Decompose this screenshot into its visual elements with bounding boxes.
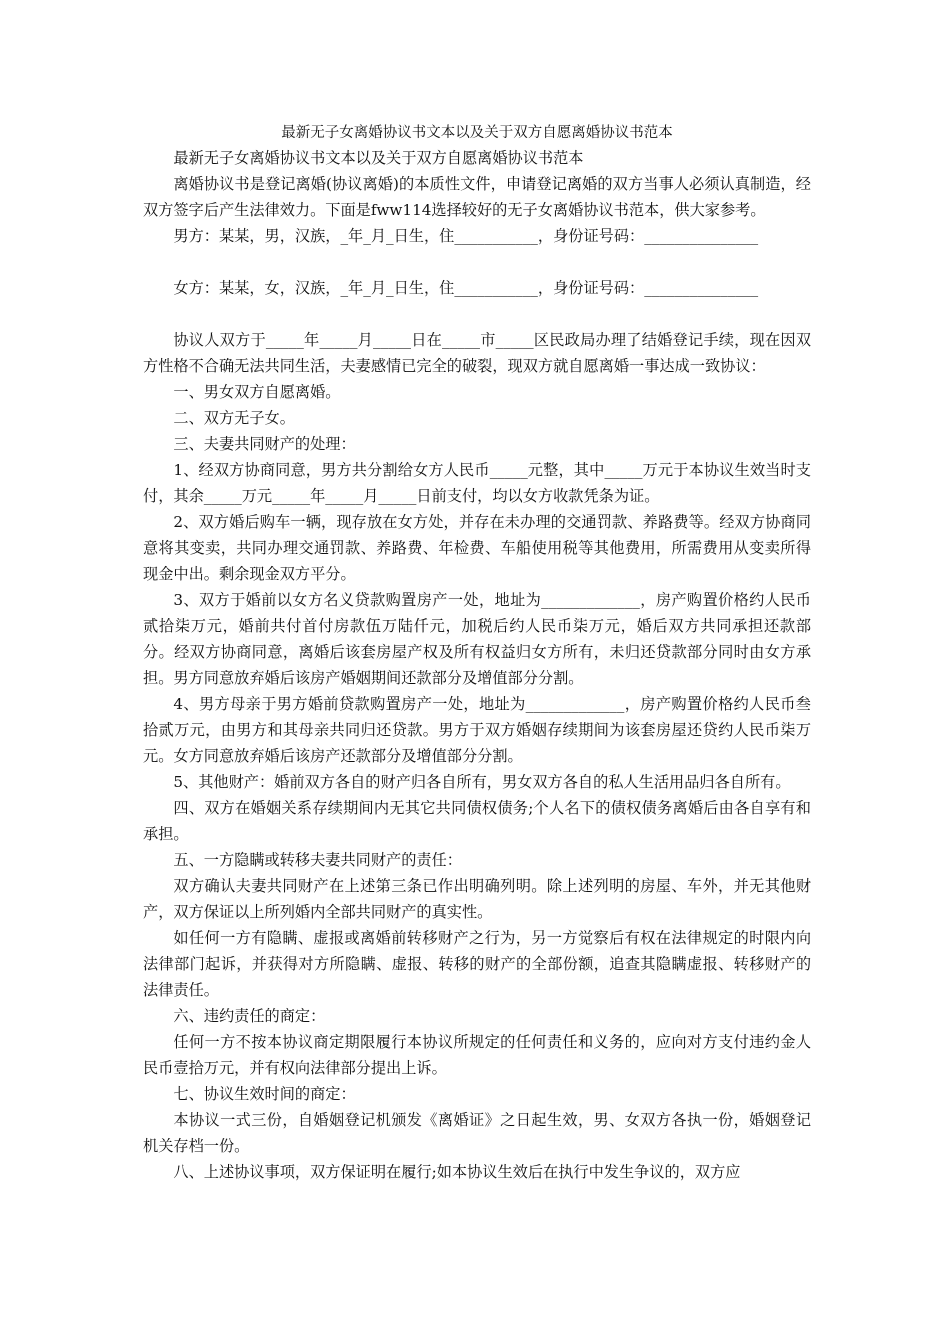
clause-7-paragraph: 本协议一式三份，自婚姻登记机颁发《离婚证》之日起生效，男、女双方各执一份，婚姻登记机关存档一份。 — [143, 1111, 811, 1155]
clause-3-heading: 三、夫妻共同财产的处理： — [173, 435, 356, 453]
clause-8: 八、上述协议事项，双方保证明在履行;如本协议生效后在执行中发生争议的，双方应 — [173, 1163, 741, 1181]
clause-3-item-2: 2、双方婚后购车一辆，现存放在女方处，并存在未办理的交通罚款、养路费等。经双方协商同意将其变卖，共同办理交通罚款、养路费、年检费、车船使用税等其他费用，所需费用从变卖所得现金中出。剩余现金双方平分。 — [143, 513, 811, 583]
clause-5-heading: 五、一方隐瞒或转移夫妻共同财产的责任： — [173, 851, 462, 869]
clause-7-heading: 七、协议生效时间的商定： — [173, 1085, 356, 1103]
clause-2: 二、双方无子女。 — [173, 409, 295, 427]
clause-3-item-1: 1、经双方协商同意，男方共分割给女方人民币_____元整，其中_____万元于本协议生效当时支付，其余_____万元_____年_____月_____日前支付，均以女方收款凭条为证。 — [143, 461, 811, 505]
clause-3-item-5: 5、其他财产：婚前双方各自的财产归各自所有，男女双方各自的私人生活用品归各自所有。 — [173, 773, 791, 791]
heading-repeat: 最新无子女离婚协议书文本以及关于双方自愿离婚协议书范本 — [173, 149, 584, 167]
intro-paragraph: 离婚协议书是登记离婚(协议离婚)的本质性文件，申请登记离婚的双方当事人必须认真制造，经双方签字后产生法律效力。下面是fww114选择较好的无子女离婚协议书范本，供大家参考。 — [143, 175, 811, 219]
clause-5-paragraph-1: 双方确认夫妻共同财产在上述第三条已作出明确列明。除上述列明的房屋、车外，并无其他财产，双方保证以上所列婚内全部共同财产的真实性。 — [143, 877, 811, 921]
male-party-line: 男方：某某，男，汉族，_年_月_日生，住___________，身份证号码：_______________ — [173, 227, 759, 245]
document-body — [143, 121, 811, 1185]
clause-6-paragraph: 任何一方不按本协议商定期限履行本协议所规定的任何责任和义务的，应向对方支付违约金人民币壹拾万元，并有权向法律部分提出上诉。 — [143, 1033, 811, 1077]
clause-6-heading: 六、违约责任的商定： — [173, 1007, 326, 1025]
female-party-line: 女方：某某，女，汉族，_年_月_日生，住___________，身份证号码：_______________ — [173, 279, 759, 297]
marriage-registration-paragraph: 协议人双方于_____年_____月_____日在_____市_____区民政局办理了结婚登记手续，现在因双方性格不合确无法共同生活，夫妻感情已完全的破裂，现双方就自愿离婚一事达成一致协议： — [143, 331, 811, 375]
clause-5-paragraph-2: 如任何一方有隐瞒、虚报或离婚前转移财产之行为，另一方觉察后有权在法律规定的时限内向法律部门起诉，并获得对方所隐瞒、虚报、转移的财产的全部份额，追查其隐瞒虚报、转移财产的法律责任。 — [143, 929, 811, 999]
clause-3-item-4: 4、男方母亲于男方婚前贷款购置房产一处，地址为_____________，房产购置价格约人民币叁拾贰万元，由男方和其母亲共同归还贷款。男方于双方婚姻存续期间为该套房屋还贷约人民币柒万元。女方同意放弃婚后该房产还款部分及增值部分分割。 — [143, 695, 811, 765]
clause-4: 四、双方在婚姻关系存续期间内无其它共同债权债务;个人名下的债权债务离婚后由各自享有和承担。 — [143, 799, 811, 843]
clause-1: 一、男女双方自愿离婚。 — [173, 383, 341, 401]
clause-3-item-3: 3、双方于婚前以女方名义贷款购置房产一处，地址为_____________，房产购置价格约人民币贰拾柒万元，婚前共付首付房款伍万陆仟元，加税后约人民币柒万元，婚后双方共同承担还款部分。经双方协商同意，离婚后该套房屋产权及所有权益归女方所有，未归还贷款部分同时由女方承担。男方同意放弃婚后该房产婚姻期间还款部分及增值部分分割。 — [143, 591, 811, 687]
document-title: 最新无子女离婚协议书文本以及关于双方自愿离婚协议书范本 — [281, 125, 673, 141]
